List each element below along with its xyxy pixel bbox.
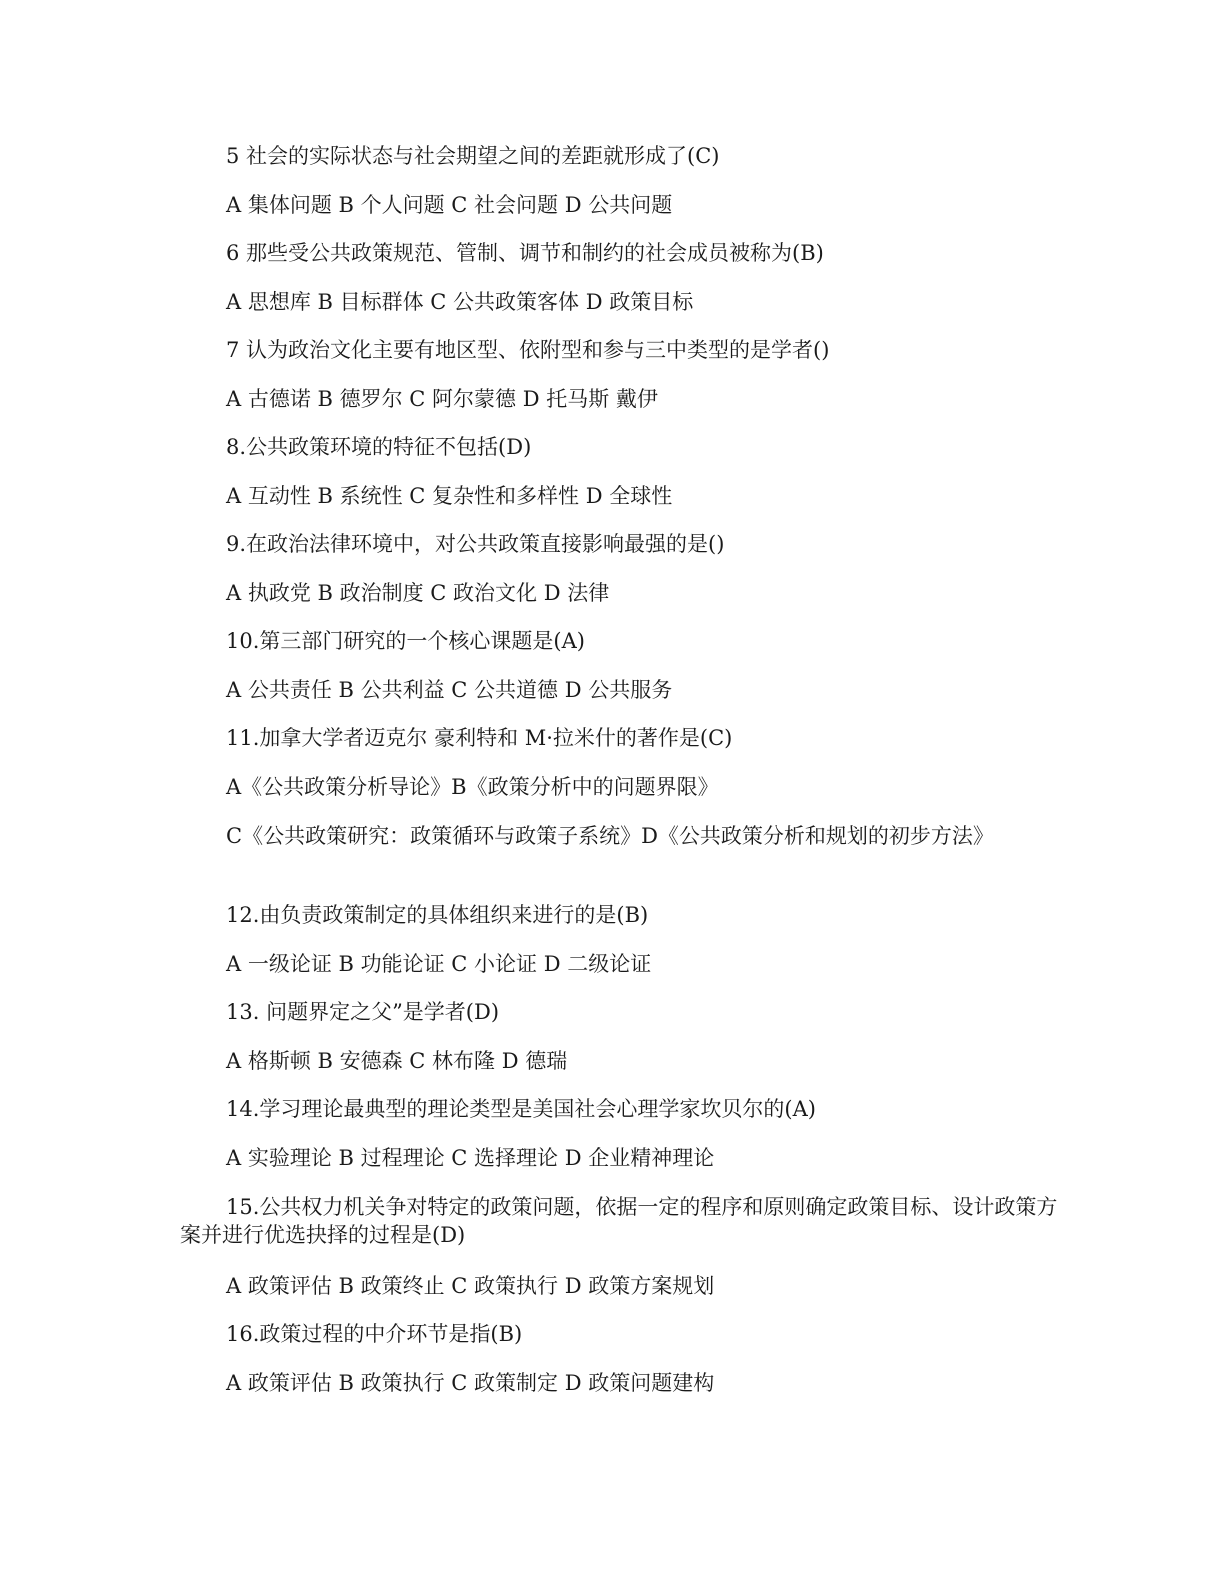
options-11: A《公共政策分析导论》B《政策分析中的问题界限》	[226, 775, 719, 799]
question-8: 8.公共政策环境的特征不包括(D)	[226, 435, 532, 459]
question-11: 11.加拿大学者迈克尔 豪利特和 M·拉米什的著作是(C)	[226, 726, 733, 750]
options-12: A 一级论证 B 功能论证 C 小论证 D 二级论证	[226, 952, 652, 976]
question-7: 7 认为政治文化主要有地区型、依附型和参与三中类型的是学者()	[226, 338, 830, 362]
options-14: A 实验理论 B 过程理论 C 选择理论 D 企业精神理论	[226, 1146, 715, 1170]
question-15: 15.公共权力机关争对特定的政策问题，依据一定的程序和原则确定政策目标、设计政策方案并进行优选抉择的过程是(D)	[180, 1195, 1058, 1247]
options-11-continued: C《公共政策研究：政策循环与政策子系统》D《公共政策分析和规划的初步方法》	[226, 824, 994, 848]
question-12: 12.由负责政策制定的具体组织来进行的是(B)	[226, 903, 649, 927]
options-13: A 格斯顿 B 安德森 C 林布隆 D 德瑞	[226, 1049, 568, 1073]
question-10: 10.第三部门研究的一个核心课题是(A)	[226, 629, 585, 653]
options-6: A 思想库 B 目标群体 C 公共政策客体 D 政策目标	[226, 290, 694, 314]
question-14: 14.学习理论最典型的理论类型是美国社会心理学家坎贝尔的(A)	[226, 1097, 816, 1121]
options-16: A 政策评估 B 政策执行 C 政策制定 D 政策问题建构	[226, 1371, 715, 1395]
question-6: 6 那些受公共政策规范、管制、调节和制约的社会成员被称为(B)	[226, 241, 824, 265]
question-5: 5 社会的实际状态与社会期望之间的差距就形成了(C)	[226, 144, 720, 168]
options-15: A 政策评估 B 政策终止 C 政策执行 D 政策方案规划	[226, 1274, 715, 1298]
question-16: 16.政策过程的中介环节是指(B)	[226, 1322, 523, 1346]
options-8: A 互动性 B 系统性 C 复杂性和多样性 D 全球性	[226, 484, 673, 508]
options-10: A 公共责任 B 公共利益 C 公共道德 D 公共服务	[226, 678, 673, 702]
question-9: 9.在政治法律环境中，对公共政策直接影响最强的是()	[226, 532, 725, 556]
options-7: A 古德诺 B 德罗尔 C 阿尔蒙德 D 托马斯 戴伊	[226, 387, 658, 411]
options-9: A 执政党 B 政治制度 C 政治文化 D 法律	[226, 581, 610, 605]
options-5: A 集体问题 B 个人问题 C 社会问题 D 公共问题	[226, 193, 673, 217]
question-13: 13. 问题界定之父”是学者(D)	[226, 1000, 500, 1024]
